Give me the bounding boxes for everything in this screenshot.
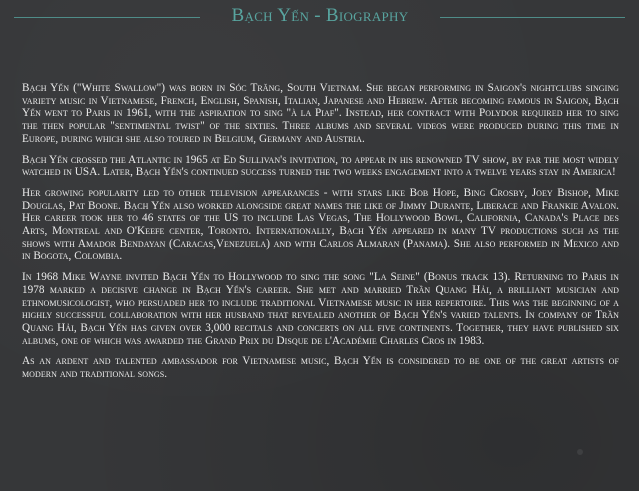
paragraph-america: Bạch Yến crossed the Atlantic in 1965 at Ed Sullivan's invitation, to appear in his renowned TV show, by far the most widely watched in USA. Later, Bạch Yến's continued success turned the two weeks engagement into a twelve years stay in America! <box>22 153 619 179</box>
paragraph-paris-return: In 1968 Mike Wayne invited Bạch Yến to Hollywood to sing the song "La Seine" (Bonus track 13). Returning to Paris in 1978 marked a decisive change in Bạch Yến's career. She met and married Trần Quang Hải, a brilliant musician and ethnomusicologist, who persuaded her to include traditional Vietnamese music in her repertoire. This was the beginning of a highly successful collaboration with her husband that revealed another of Bạch Yến's varied talents. In company of Trần Quang Hải, Bạch Yến has given over 3,000 recitals and concerts on all five continents. Together, they have published six albums, one of which was awarded the Grand Prix du Disque de l'Académie Charles Cros in 1983. <box>22 271 619 347</box>
page-title: Bạch Yến - Biography <box>231 5 409 26</box>
page-header <box>0 0 639 36</box>
header-rule-right <box>440 17 625 18</box>
biography-text <box>22 82 619 389</box>
header-rule-left <box>14 17 200 18</box>
paragraph-early-life: Bạch Yến ("White Swallow") was born in Sóc Trăng, South Vietnam. She began performing in Saigon's nightclubs singing variety music in Vietnamese, French, English, Spanish, Italian, Japanese and Hebrew. After becoming famous in Saigon, Bạch Yến went to Paris in 1961, with the aspiration to sing "à la Piaf". Instead, her contract with Polydor required her to sing the then popular "sentimental twist" of the sixties. Three albums and several videos were produced during this time in Europe, during which she also toured in Belgium, Germany and Austria. <box>22 82 619 145</box>
decorative-dot <box>577 449 583 455</box>
paragraph-television: Her growing popularity led to other television appearances - with stars like Bob Hope, Bing Crosby, Joey Bishop, Mike Douglas, Pat Boone. Bạch Yến also worked alongside great names the like of Jimmy Durante, Liberace and Frankie Avalon. Her career took her to 46 states of the US to include Las Vegas, The Hollywood Bowl, California, Canada's Place des Arts, Montreal and O'Keefe center, Toronto. Internationally, Bạch Yến appeared in many TV productions such as the shows with Amador Bendayan (Caracas,Venezuela) and with Carlos Almaran (Panama). She also performed in Mexico and in Bogota, Colombia. <box>22 186 619 263</box>
paragraph-ambassador: As an ardent and talented ambassador for Vietnamese music, Bạch Yến is considered to be one of the great artists of modern and traditional songs. <box>22 355 619 381</box>
